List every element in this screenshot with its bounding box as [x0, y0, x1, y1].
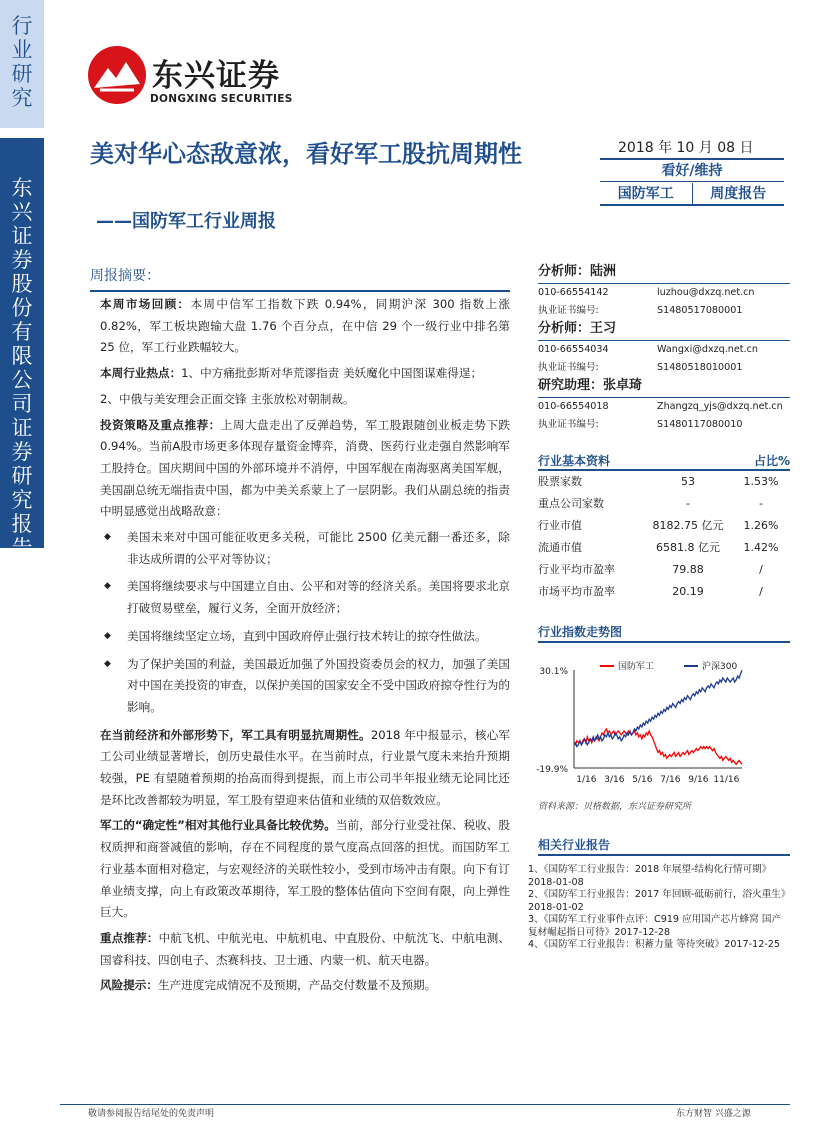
report-body [100, 294, 510, 1001]
certainty: 军工的“确定性”相对其他行业具备比较优势。当前，部分行业受社保、税收、股权质押和商誉减值的影响，存在不同程度的景气度高点回落的担忧。而国防军工行业基本面相对稳定，与宏观经济的关联性较小，受到市场冲击有限。向下有订单业绩支撑，向上有政策改革期待，军工股的整体估值向下空间有限，向上弹性巨大。 [100, 818, 510, 920]
cert-label: 执业证书编号: [538, 418, 599, 430]
industry-basics-table [538, 451, 790, 603]
table-row: 市场平均市盈率 20.19 / [538, 585, 763, 598]
industry-hotspot-2: 2、中俄与美安理会正面交锋 主张放松对朝制裁。 [100, 391, 355, 406]
related-reports-heading: 相关行业报告 [538, 836, 790, 856]
chart-heading: 行业指数走势图 [538, 623, 790, 643]
risk-warning: 风险提示：生产进度完成情况不及预期，产品交付数量不及预期。 [100, 978, 437, 993]
table-title: 行业基本资料 [538, 454, 611, 468]
analyst-panel [538, 262, 790, 433]
summary-heading: 周报摘要： [90, 265, 510, 292]
dongxing-logo-icon [86, 44, 148, 106]
x-tick-label: 1/16 [576, 775, 597, 785]
analyst-block [538, 262, 790, 319]
footer-disclaimer: 敬请参阅报告结尾处的免责声明 [88, 1109, 215, 1119]
company-logo [86, 44, 386, 108]
cert-label: 执业证书编号: [538, 304, 599, 316]
category-label: 行业研究 [11, 14, 33, 110]
footer-divider [60, 1104, 790, 1105]
x-tick-label: 9/16 [688, 775, 709, 785]
x-tick-label: 11/16 [713, 775, 740, 785]
logo-name-en: DONGXING SECURITIES [150, 93, 293, 105]
analyst-phone: 010-66554142 [538, 287, 609, 298]
list-item[interactable]: 1、《国防军工行业报告：2018 年展望-结构化行情可期》2018-01-08 [528, 864, 772, 888]
analyst-block [538, 319, 790, 376]
logo-name-cn: 东兴证券 [152, 58, 280, 94]
analyst-phone: 010-66554018 [538, 401, 609, 412]
cert-label: 执业证书编号: [538, 361, 599, 373]
footer-slogan: 东方财智 兴盛之源 [676, 1109, 751, 1119]
report-date: 2018 年 10 月 08 日 [618, 140, 754, 156]
sidebar-category [0, 0, 44, 128]
related-reports-list [528, 864, 790, 952]
table-row: 重点公司家数 - - [538, 497, 763, 510]
table-row: 流通市值 6581.8 亿元 1.42% [538, 541, 779, 554]
series-line-defense [574, 729, 742, 764]
x-tick-label: 5/16 [632, 775, 653, 785]
series-line-hs300 [574, 670, 742, 746]
analyst-email[interactable]: Zhangzq_yjs@dxzq.net.cn [657, 401, 783, 412]
chart-source: 资料来源：贝格数据，东兴证券研究所 [538, 802, 692, 812]
list-item: ◆ 为了保护美国的利益，美国最近加强了外国投资委员会的权力，加强了美国对中国在美投资的审查，以保护美国的国家安全不受中国政府掠夺性行为的影响。 [100, 654, 510, 719]
y-tick-label: -19.9% [536, 765, 568, 775]
analyst-email[interactable]: Wangxi@dxzq.net.cn [657, 344, 758, 355]
index-trend-chart [530, 650, 790, 795]
pct-header: 占比% [753, 454, 790, 468]
tag-type: 周度报告 [692, 183, 785, 204]
analyst-name: 研究助理：张卓琦 [538, 376, 790, 398]
analyst-name: 分析师：陆洲 [538, 262, 790, 284]
report-tags [600, 183, 784, 206]
list-item: ◆ 美国未来对中国可能征收更多关税，可能比 2500 亿美元翻一番还多，除非达成所谓的公平对等协议； [100, 527, 510, 570]
y-tick-label: 30.1% [539, 667, 568, 677]
industry-hotspots: 本周行业热点：1、中方痛批彭斯对华荒谬指责 美妖魔化中国图谋难得逞； [100, 366, 483, 381]
table-header [538, 451, 790, 471]
report-title: 美对华心态敌意浓，看好军工股抗周期性 [90, 140, 522, 168]
legend-label: 国防军工 [618, 662, 655, 672]
market-review: 本周市场回顾：本周中信军工指数下跌 0.94%，同期沪深 300 指数上涨 0.82%，军工板块跑输大盘 1.76 个百分点，在中信 29 个一级行业中排名第 25 位，军工行业跌幅较大。 [100, 297, 510, 355]
analyst-name: 分析师：王习 [538, 319, 790, 341]
rating-badge: 看好/维持 [600, 158, 784, 182]
table-row: 行业市值 8182.75 亿元 1.26% [538, 519, 779, 532]
key-picks: 重点推荐：中航飞机、中航光电、中航机电、中直股份、中航沈飞、中航电测、国睿科技、四创电子、杰赛科技、卫士通、内蒙一机、航天电器。 [100, 930, 510, 967]
legend-label: 沪深300 [702, 662, 738, 672]
analyst-cert: S1480117080010 [657, 418, 743, 430]
analyst-cert: S1480518010001 [657, 361, 743, 373]
company-label: 东兴证券股份有限公司证券研究报告 [11, 176, 33, 560]
list-item: ◆ 美国将继续坚定立场，直到中国政府停止强行技术转让的掠夺性做法。 [100, 626, 510, 648]
report-subtitle: ——国防军工行业周报 [96, 211, 276, 232]
strategy: 投资策略及重点推荐：上周大盘走出了反弹趋势，军工股跟随创业板走势下跌 0.94%。当前A股市场更多体现存量资金博弈，消费、医药行业走强自然影响军工股持仓。国庆期间中国的外部环境并不消停，中国军舰在南海驱离美国军舰，美国副总统无端指责中国，都为中美关系蒙上了一层阴影。我们从副总统的指责中明显感觉出战略敌意： [100, 417, 510, 519]
x-tick-label: 3/16 [604, 775, 625, 785]
x-tick-label: 7/16 [660, 775, 681, 785]
list-item[interactable]: 3、《国防军工行业事件点评：C919 应用国产芯片蜂窝 国产复材崛起指日可待》2017-12-28 [528, 914, 782, 938]
strategy-bullets [100, 527, 510, 719]
list-item: ◆ 美国将继续要求与中国建立自由、公平和对等的经济关系。美国将要求北京打破贸易壁垒，履行义务，全面开放经济； [100, 576, 510, 619]
list-item[interactable]: 2、《国防军工行业报告：2017 年回顾-砥砺前行，浴火重生》2018-01-02 [528, 889, 786, 913]
sidebar-company [0, 138, 44, 560]
tag-industry: 国防军工 [617, 186, 674, 202]
analyst-block [538, 376, 790, 433]
analyst-email[interactable]: luzhou@dxzq.net.cn [657, 287, 755, 298]
table-row: 股票家数 53 1.53% [538, 475, 779, 488]
analyst-cert: S1480517080001 [657, 304, 743, 316]
list-item[interactable]: 4、《国防军工行业报告：积蓄力量 等待突破》2017-12-25 [528, 939, 780, 950]
table-row: 行业平均市盈率 79.88 / [538, 563, 763, 576]
analyst-phone: 010-66554034 [538, 344, 609, 355]
anti-cycle: 在当前经济和外部形势下，军工具有明显抗周期性。2018 年中报显示，核心军工公司业绩显著增长，创历史最佳水平。在当前时点，行业景气度未来抬升预期较强，PE 有望随着预期的抬高而得到提振，而上市公司半年报业绩无论同比还是环比改善都较为明显，军工股有望迎来估值和业绩的双倍数效应。 [100, 727, 510, 807]
